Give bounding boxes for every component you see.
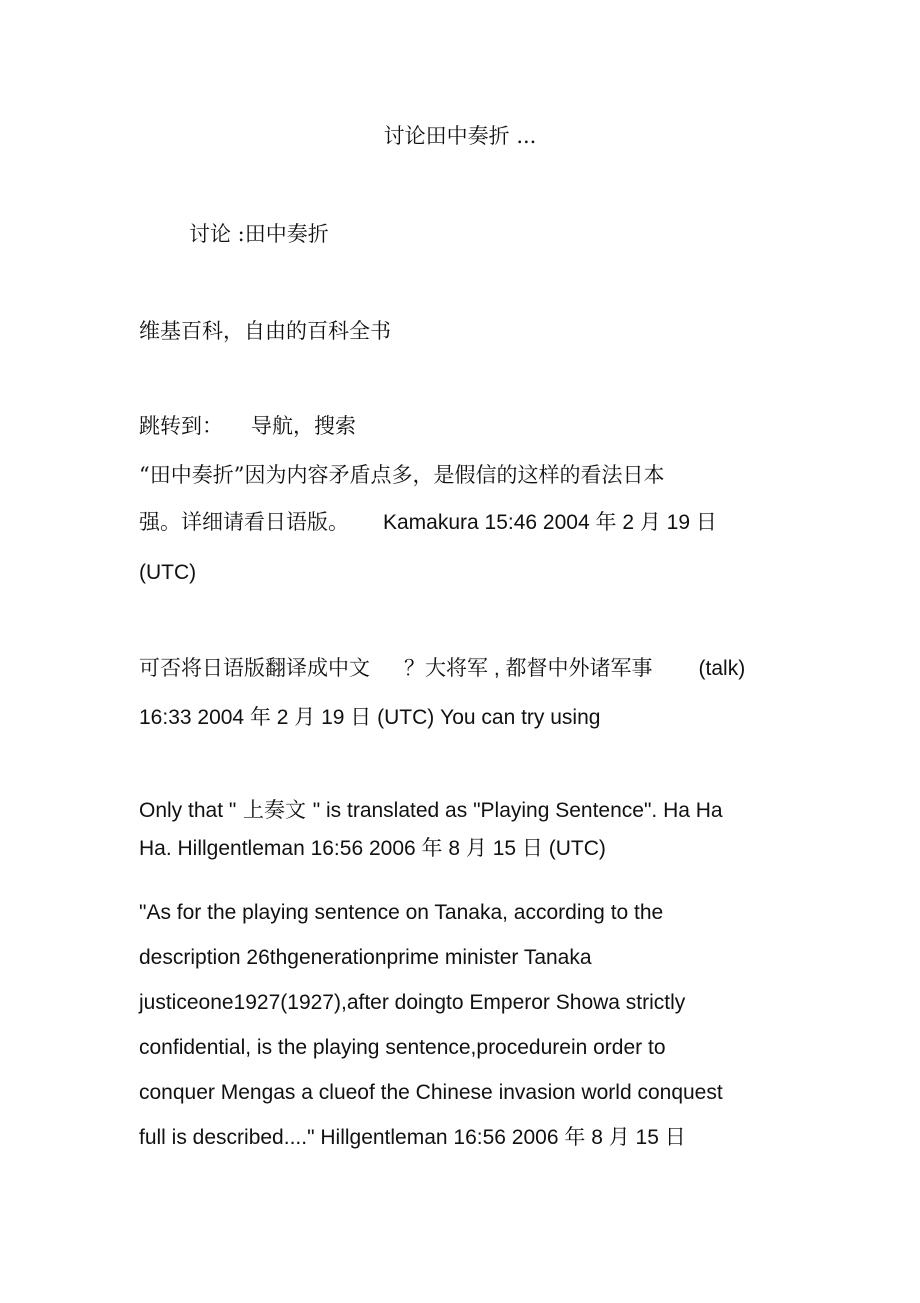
paragraph-3-line-1 [139, 798, 723, 823]
jump-separator: ， [293, 414, 314, 438]
paragraph-4-line-5: conquer Mengas a clueof the Chinese invasion world conquest [139, 1081, 723, 1104]
paragraph-3-text-a: Only that " [139, 799, 237, 822]
paragraph-2-line-1 [139, 656, 745, 681]
paragraph-3-cjk-term: 上奏文 [236, 798, 313, 822]
talk-link[interactable]: (talk) [698, 657, 746, 680]
search-link[interactable]: 搜索 [314, 414, 356, 438]
signature-user: ？大将军 , 都督中外诸军事 [404, 657, 653, 680]
paragraph-4-line-4: confidential, is the playing sentence,procedurein order to [139, 1036, 666, 1059]
paragraph-4-line-6: full is described...." Hillgentleman 16:56 2006 年 8 月 15 日 [139, 1126, 686, 1149]
jump-label: 跳转到： [139, 414, 223, 438]
paragraph-4-line-1: "As for the playing sentence on Tanaka, according to the [139, 901, 664, 924]
paragraph-2-question: 可否将日语版翻译成中文 [139, 656, 370, 680]
document-title: 讨论田中奏折 ... [383, 124, 537, 148]
paragraph-2-line-2: 16:33 2004 年 2 月 19 日 (UTC) You can try using [139, 706, 601, 729]
paragraph-1-text: 强。详细请看日语版。 [139, 510, 349, 534]
paragraph-4-line-2: description 26thgenerationprime minister Tanaka [139, 946, 592, 969]
signature-kamakura: Kamakura 15:46 2004 年 2 月 19 日 [383, 511, 717, 534]
jump-to-line [139, 414, 356, 438]
paragraph-3-line-2: Ha. Hillgentleman 16:56 2006 年 8 月 15 日 (UTC) [139, 837, 606, 860]
page-subtitle: 维基百科，自由的百科全书 [139, 319, 391, 343]
paragraph-1-line-2 [139, 510, 717, 535]
paragraph-1-line-1: “田中奏折”因为内容矛盾点多，是假信的这样的看法日本 [139, 463, 665, 487]
paragraph-4-line-3: justiceone1927(1927),after doingto Emperor Showa strictly [139, 991, 686, 1014]
page-heading: 讨论 :田中奏折 [189, 222, 329, 246]
nav-link[interactable]: 导航 [251, 414, 293, 438]
paragraph-1-line-3: (UTC) [139, 561, 197, 584]
paragraph-3-text-b: " is translated as "Playing Sentence". Ha Ha [312, 799, 723, 822]
